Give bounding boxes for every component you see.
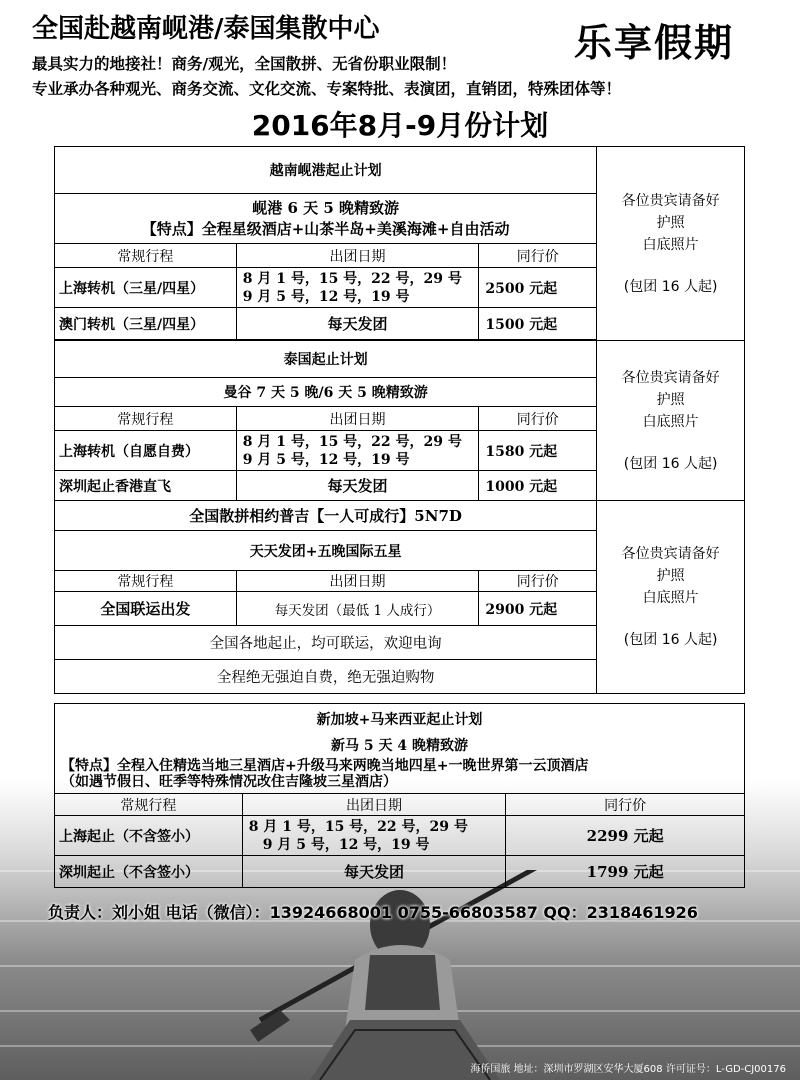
table-row	[55, 856, 745, 888]
thailand-section-title: 泰国起止计划	[55, 341, 597, 378]
dates-cell	[236, 431, 479, 471]
sgmy-tour-name: 新马 5 天 4 晚精致游	[55, 734, 745, 756]
dates-cell: 每天发团	[236, 471, 479, 501]
side-note-line: 护照	[656, 214, 685, 231]
route-cell: 深圳起止（不含签小）	[55, 856, 243, 888]
route-cell: 深圳起止香港直飞	[55, 471, 237, 501]
col-header-dates: 出团日期	[242, 794, 506, 816]
route-cell: 上海转机（自愿自费）	[55, 431, 237, 471]
thailand-tour-name: 曼谷 7 天 5 晚/6 天 5 晚精致游	[55, 378, 597, 407]
side-note-line: (包团 16 人起)	[623, 278, 718, 295]
dates-line: 8 月 1 号，15 号，22 号，29 号	[248, 818, 468, 835]
side-note-line: 护照	[656, 568, 685, 584]
tour-table-asia	[54, 146, 745, 694]
route-cell: 澳门转机（三星/四星）	[55, 308, 237, 340]
side-note-line: 白底照片	[642, 236, 699, 253]
sgmy-section-title: 新加坡+马来西亚起止计划	[55, 704, 745, 734]
tour-table-sgmy	[54, 703, 745, 888]
dates-line: 9 月 5 号，12 号，19 号	[242, 451, 410, 468]
phuket-note-2: 全程绝无强迫自费，绝无强迫购物	[55, 660, 597, 694]
side-note-thailand	[597, 341, 745, 501]
sgmy-feature-line: （如遇节假日、旺季等特殊情况改住吉隆坡三星酒店）	[61, 774, 397, 791]
price-cell: 1000 元起	[479, 471, 597, 501]
side-note-phuket	[597, 501, 745, 694]
route-cell: 上海起止（不含签小）	[55, 816, 243, 856]
side-note-line: (包团 16 人起)	[623, 632, 718, 648]
dates-cell: 每天发团	[236, 308, 479, 340]
brand-logo: 乐享假期	[574, 21, 735, 65]
contact-info: 负责人：刘小姐 电话（微信）：13924668001 0755-66803587 QQ：2318461926	[48, 903, 698, 922]
table-row	[55, 816, 745, 856]
side-note-vietnam	[597, 147, 745, 341]
footer-license: 海侨国旅 地址：深圳市罗湖区安华大厦608 许可证号：L-GD-CJ00176	[470, 1064, 786, 1075]
side-note-line: 各位贵宾请备好	[621, 369, 720, 386]
price-cell: 2299 元起	[506, 816, 745, 856]
vietnam-tour-name: 岘港 6 天 5 晚精致游	[252, 198, 399, 217]
phuket-subtitle: 天天发团+五晚国际五星	[55, 531, 597, 571]
phuket-title: 全国散拼相约普吉【一人可成行】5N7D	[55, 501, 597, 531]
dates-cell	[242, 816, 506, 856]
col-header-price: 同行价	[479, 407, 597, 431]
vietnam-section-title: 越南岘港起止计划	[55, 147, 597, 194]
vietnam-tour-info	[55, 194, 597, 244]
col-header-route: 常规行程	[55, 244, 237, 268]
col-header-price: 同行价	[479, 244, 597, 268]
header-tagline-2: 专业承办各种观光、商务交流、文化交流、专案特批、表演团，直销团，特殊团体等！	[32, 80, 622, 98]
side-note-line: 各位贵宾请备好	[621, 546, 720, 562]
col-header-price: 同行价	[506, 794, 745, 816]
col-header-price: 同行价	[479, 571, 597, 592]
dates-line: 8 月 1 号，15 号，22 号，29 号	[242, 270, 462, 287]
side-note-line: 各位贵宾请备好	[621, 192, 720, 209]
price-cell: 2500 元起	[479, 268, 597, 308]
price-cell: 2900 元起	[479, 592, 597, 626]
route-cell: 上海转机（三星/四星）	[55, 268, 237, 308]
dates-line: 8 月 1 号，15 号，22 号，29 号	[242, 433, 462, 450]
dates-cell: 每天发团	[242, 856, 506, 888]
dates-line: 9 月 5 号，12 号，19 号	[242, 288, 410, 305]
side-note-line: (包团 16 人起)	[623, 455, 718, 472]
dates-cell	[236, 268, 479, 308]
dates-cell: 每天发团（最低 1 人成行）	[236, 592, 479, 626]
col-header-route: 常规行程	[55, 407, 237, 431]
side-note-line: 白底照片	[642, 413, 699, 430]
dates-line: 9 月 5 号，12 号，19 号	[262, 836, 430, 853]
phuket-note-1: 全国各地起止，均可联运，欢迎电询	[55, 626, 597, 660]
col-header-dates: 出团日期	[236, 571, 479, 592]
plan-title: 2016年8月-9月份计划	[251, 109, 549, 142]
price-cell: 1799 元起	[506, 856, 745, 888]
route-cell: 全国联运出发	[55, 592, 237, 626]
vietnam-tour-feature: 【特点】全程星级酒店+山茶半岛+美溪海滩+自由活动	[141, 219, 510, 238]
sgmy-feature-line: 【特点】全程入住精选当地三星酒店+升级马来两晚当地四星+一晚世界第一云顶酒店	[61, 758, 589, 775]
col-header-dates: 出团日期	[236, 407, 479, 431]
price-cell: 1580 元起	[479, 431, 597, 471]
col-header-route: 常规行程	[55, 571, 237, 592]
side-note-line: 白底照片	[642, 590, 699, 606]
col-header-dates: 出团日期	[236, 244, 479, 268]
col-header-route: 常规行程	[55, 794, 243, 816]
price-cell: 1500 元起	[479, 308, 597, 340]
header-title: 全国赴越南岘港/泰国集散中心	[32, 14, 380, 44]
side-note-line: 护照	[656, 391, 685, 408]
sgmy-features	[55, 756, 745, 794]
header-tagline-1: 最具实力的地接社！商务/观光，全国散拼、无省份职业限制！	[32, 55, 457, 73]
